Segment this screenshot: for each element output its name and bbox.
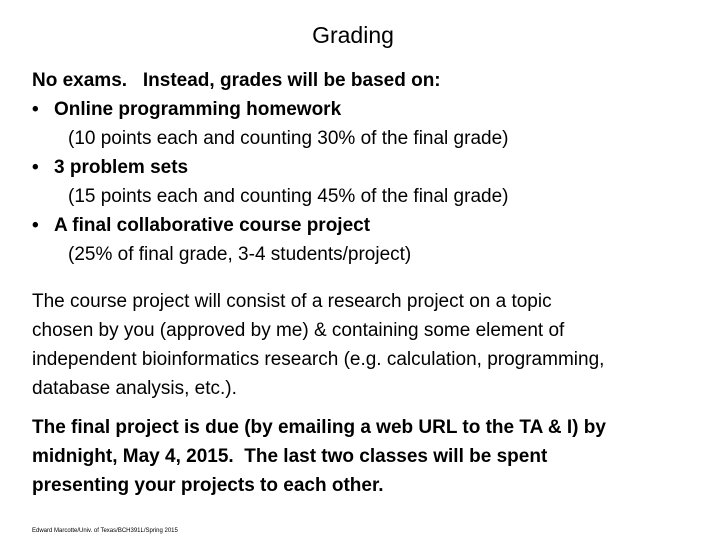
bullet-entry-homework xyxy=(32,95,712,153)
slide-content xyxy=(32,66,712,500)
bullet-entry-project xyxy=(32,211,712,269)
bullet-sub-text: (10 points each and counting 30% of the final grade) xyxy=(68,128,509,149)
bullet-icon: • xyxy=(32,215,39,236)
bullet-main-text: 3 problem sets xyxy=(54,157,189,178)
bullet-main-text: Online programming homework xyxy=(54,99,342,120)
bullet-main-text: A final collaborative course project xyxy=(54,215,371,236)
paragraph-line: The final project is due (by emailing a web URL to the TA & I) by xyxy=(32,417,606,438)
paragraph-line: midnight, May 4, 2015. The last two classes will be spent xyxy=(32,446,548,467)
bullet-entry-problem-sets xyxy=(32,153,712,211)
bullet-icon: • xyxy=(32,157,39,178)
intro-line: No exams. Instead, grades will be based on: xyxy=(32,70,441,91)
slide-footer: Edward Marcotte/Univ. of Texas/BCH391L/Spring 2015 xyxy=(32,528,178,534)
bullet-sub-text: (15 points each and counting 45% of the final grade) xyxy=(68,186,509,207)
bullet-icon: • xyxy=(32,99,39,120)
bullet-sub-text: (25% of final grade, 3-4 students/project) xyxy=(68,244,412,265)
project-description-paragraph xyxy=(32,287,712,403)
deadline-paragraph xyxy=(32,413,712,500)
paragraph-line: The course project will consist of a research project on a topic xyxy=(32,291,552,312)
bullet-item-project xyxy=(32,211,712,240)
paragraph-line: chosen by you (approved by me) & containing some element of xyxy=(32,320,565,341)
bullet-item-homework xyxy=(32,95,712,124)
paragraph-line: independent bioinformatics research (e.g. calculation, programming, xyxy=(32,349,605,370)
paragraph-line: presenting your projects to each other. xyxy=(32,475,384,496)
bullet-item-problem-sets xyxy=(32,153,712,182)
paragraph-line: database analysis, etc.). xyxy=(32,378,237,399)
grading-bullet-list xyxy=(32,95,712,269)
slide-title: Grading xyxy=(312,22,394,48)
